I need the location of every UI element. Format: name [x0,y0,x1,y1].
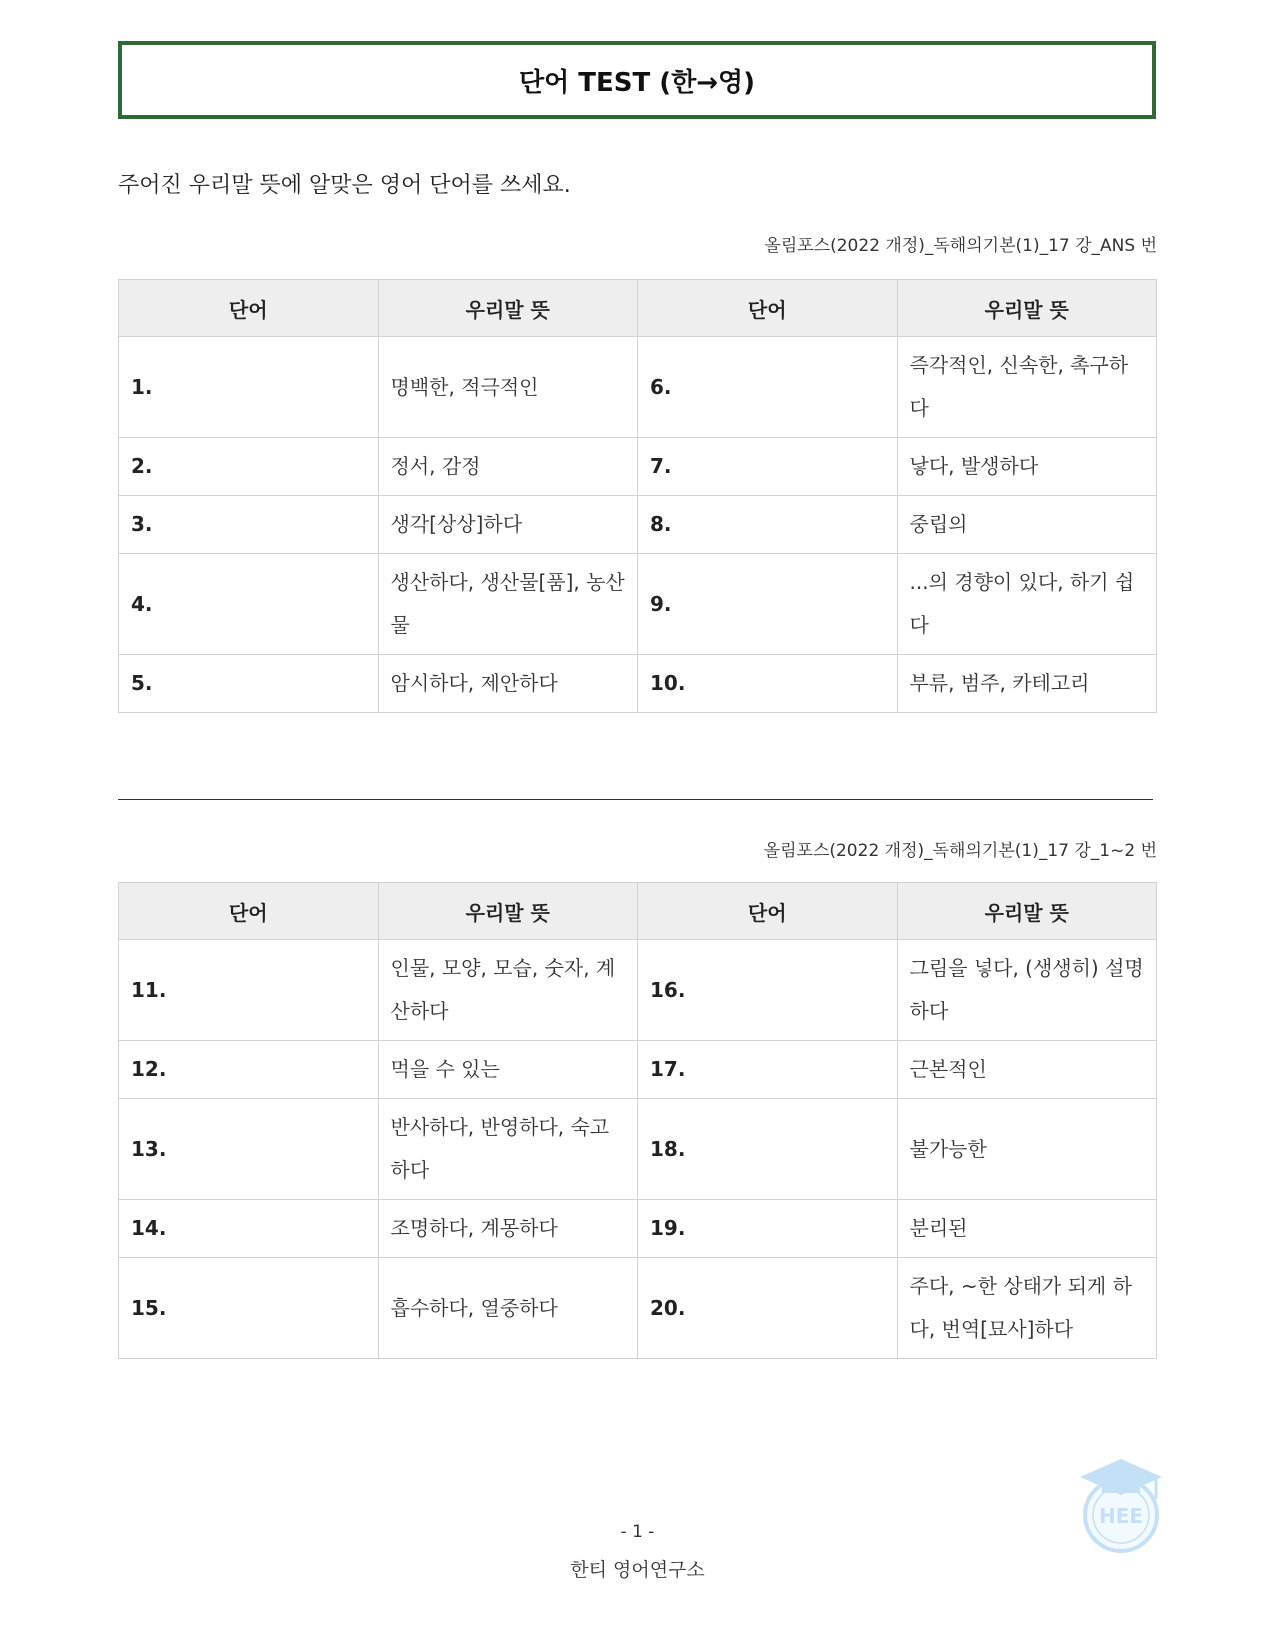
footer-organization: 한티 영어연구소 [570,1559,705,1581]
table-row [119,1099,1157,1200]
word-blank-cell[interactable]: 10. [638,655,898,713]
meaning-cell: 정서, 감정 [378,438,638,496]
watermark-logo-text: HEE [1098,1504,1144,1528]
meaning-cell: 먹을 수 있는 [378,1041,638,1099]
word-blank-cell[interactable]: 16. [638,940,898,1041]
meaning-cell: ...의 경향이 있다, 하기 쉽다 [897,554,1157,655]
table-row [119,337,1157,438]
table-header-row [119,280,1157,337]
word-blank-cell[interactable]: 13. [119,1099,379,1200]
vocab-table-1 [118,279,1157,713]
table-row [119,940,1157,1041]
meaning-cell: 조명하다, 계몽하다 [378,1200,638,1258]
meaning-cell: 근본적인 [897,1041,1157,1099]
word-blank-cell[interactable]: 14. [119,1200,379,1258]
meaning-cell: 그림을 넣다, (생생히) 설명하다 [897,940,1157,1041]
page-number: - 1 - [620,1522,655,1542]
section2-source: 올림포스(2022 개정)_독해의기본(1)_17 강_1~2 번 [763,841,1157,861]
header-meaning: 우리말 뜻 [897,280,1157,337]
header-meaning: 우리말 뜻 [897,883,1157,940]
word-blank-cell[interactable]: 6. [638,337,898,438]
header-word: 단어 [119,883,379,940]
table-row [119,554,1157,655]
meaning-cell: 중립의 [897,496,1157,554]
word-blank-cell[interactable]: 12. [119,1041,379,1099]
meaning-cell: 생산하다, 생산물[품], 농산물 [378,554,638,655]
instruction-text: 주어진 우리말 뜻에 알맞은 영어 단어를 쓰세요. [118,173,571,198]
meaning-cell: 부류, 범주, 카테고리 [897,655,1157,713]
word-blank-cell[interactable]: 8. [638,496,898,554]
table-row [119,438,1157,496]
meaning-cell: 즉각적인, 신속한, 촉구하다 [897,337,1157,438]
word-blank-cell[interactable]: 11. [119,940,379,1041]
word-blank-cell[interactable]: 2. [119,438,379,496]
meaning-cell: 생각[상상]하다 [378,496,638,554]
table-row [119,496,1157,554]
meaning-cell: 명백한, 적극적인 [378,337,638,438]
title-box [118,41,1156,119]
word-blank-cell[interactable]: 17. [638,1041,898,1099]
word-blank-cell[interactable]: 18. [638,1099,898,1200]
word-blank-cell[interactable]: 1. [119,337,379,438]
table-row [119,1041,1157,1099]
meaning-cell: 반사하다, 반영하다, 숙고하다 [378,1099,638,1200]
header-meaning: 우리말 뜻 [378,883,638,940]
meaning-cell: 낳다, 발생하다 [897,438,1157,496]
section-divider [118,799,1153,800]
page-title: 단어 TEST (한→영) [518,67,756,98]
meaning-cell: 주다, ~한 상태가 되게 하다, 번역[묘사]하다 [897,1258,1157,1359]
table-row [119,1258,1157,1359]
header-word: 단어 [638,280,898,337]
table-row [119,655,1157,713]
header-meaning: 우리말 뜻 [378,280,638,337]
meaning-cell: 불가능한 [897,1099,1157,1200]
word-blank-cell[interactable]: 7. [638,438,898,496]
vocab-table-2 [118,882,1157,1359]
meaning-cell: 암시하다, 제안하다 [378,655,638,713]
word-blank-cell[interactable]: 19. [638,1200,898,1258]
word-blank-cell[interactable]: 9. [638,554,898,655]
word-blank-cell[interactable]: 3. [119,496,379,554]
table-row [119,1200,1157,1258]
header-word: 단어 [119,280,379,337]
meaning-cell: 분리된 [897,1200,1157,1258]
header-word: 단어 [638,883,898,940]
section1-source: 올림포스(2022 개정)_독해의기본(1)_17 강_ANS 번 [764,236,1157,256]
meaning-cell: 인물, 모양, 모습, 숫자, 계산하다 [378,940,638,1041]
word-blank-cell[interactable]: 20. [638,1258,898,1359]
word-blank-cell[interactable]: 15. [119,1258,379,1359]
word-blank-cell[interactable]: 4. [119,554,379,655]
word-blank-cell[interactable]: 5. [119,655,379,713]
meaning-cell: 흡수하다, 열중하다 [378,1258,638,1359]
table-header-row [119,883,1157,940]
